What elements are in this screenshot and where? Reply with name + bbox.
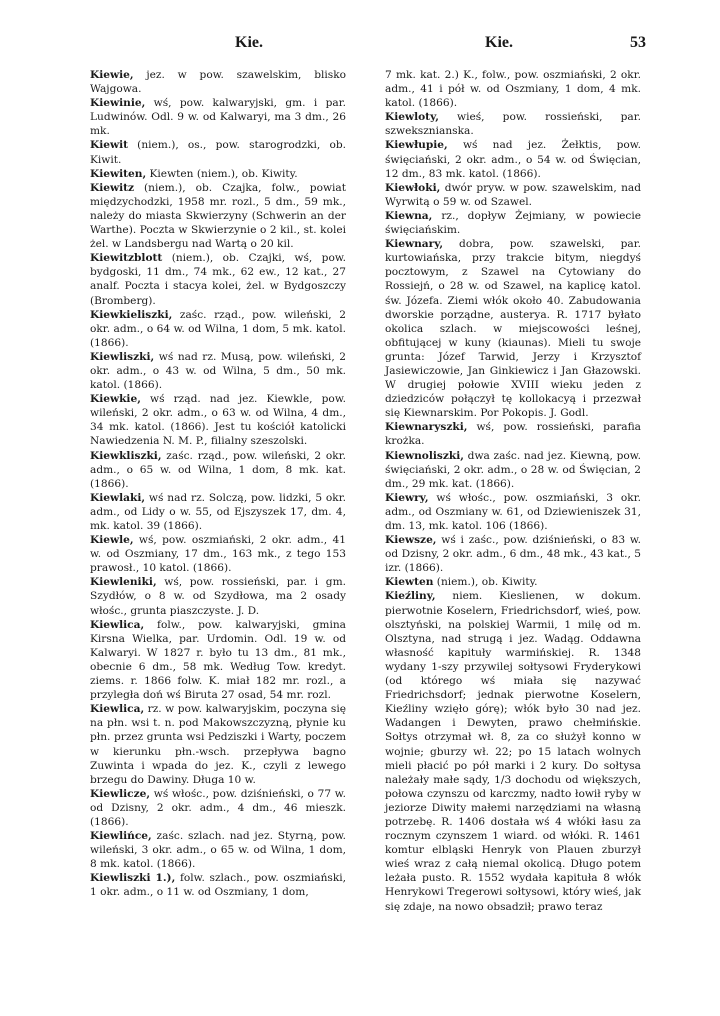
dictionary-entry <box>90 533 346 575</box>
entry-headword: Kiewitz <box>90 181 135 194</box>
entry-text: wieś, pow. rossieński, par. szweksznianska. <box>385 111 641 138</box>
entry-headword: Kiewleniki, <box>90 576 157 589</box>
entry-text: wś, pow. oszmiański, 2 okr. adm., 41 w. od Oszmiany, 17 dm., 163 mk., z tego 153 prawosł., 10 katol. (1866). <box>90 534 346 575</box>
entry-headword: Kiewlińce, <box>90 830 152 843</box>
entry-text: wś nad jez. Żełktis, pow. święciański, 2 okr. adm., o 54 w. od Święcian, 12 dm., 83 mk. katol. (1866). <box>385 139 641 180</box>
right-column <box>385 68 641 914</box>
entry-text: wś i zaśc., pow. dziśnieński, o 83 w. od Dzisny, 2 okr. adm., 6 dm., 48 mk., 43 kat., 5 izr. (1866). <box>385 534 641 575</box>
entry-headword: Kiewitzblott <box>90 252 163 265</box>
entry-headword: Kiewlicze, <box>90 787 151 800</box>
entry-text: (niem.), ob. Czajki, wś, pow. bydgoski, 11 dm., 74 mk., 62 ew., 12 kat., 27 analf. Poczta i stacya kolei, żel. w Bydgoszczy (Bromberg). <box>90 252 346 307</box>
dictionary-entry <box>385 237 641 420</box>
dictionary-entry <box>90 138 346 166</box>
dictionary-entry <box>385 420 641 448</box>
entry-text: dwa zaśc. nad jez. Kiewną, pow. święciański, 2 okr. adm., o 28 w. od Święcian, 2 dm., 29 mk. kat. (1866). <box>385 449 641 490</box>
entry-text: wś, pow. rossieński, par. i gm. Szydłów, o 8 w. od Szydłowa, ma 2 osady włośc., grunta piaszczyste. J. D. <box>90 576 346 617</box>
entry-headword: Kiewloty, <box>385 111 439 124</box>
entry-text: rz., dopływ Żejmiany, w powiecie święciańskim. <box>385 209 641 237</box>
dictionary-entry <box>90 871 346 899</box>
entry-text: wś, pow. kalwaryjski, gm. i par. Ludwinów. Odl. 9 w. od Kalwaryi, ma 3 dm., 26 mk. <box>90 97 346 138</box>
entry-text: niem. Kieslienen, w dokum. pierwotnie Koselern, Friedrichsdorf, wieś, pow. olsztyński, na polskiej Warmii, 1 milę od m. Olsztyna, nad strugą i jez. Wadąg. Oddawna własność kapituły warmińskiej. R. 1348 wydany 1-szy przywilej sołtysowi Fryderykowi (od którego wś miała się nazywać Friedrichsdorf; jednak pierwotne Koselern, Kieźliny wzięło górę); włók było 30 nad jez. Wadangen i Dewyten, prawo chełmińskie. Sołtys otrzymał wł. 8, za co służył konno w wojnie; gburzy wł. 22; po 15 latach wolnych mieli płacić po pół marki i 2 kury. Do sołtysa należały małe sądy, 1/3 dochodu od większych, połowa czynszu od karczmy, nadto łowił ryby w jeziorze Diwity małemi narzędziami na własną potrzebę. R. 1406 dostała wś 4 włóki łasu za rocznym czynszem 1 wiard. od włóki. R. 1461 komtur elbląski Henryk von Plauen zburzył wieś wraz z całą niemal okolicą. Długo potem leżała pusto. R. 1552 wydała kapituła 8 włók Henrykowi Tregerowi sołtysowi, który wieś, jak się zdaje, na nowo obsadził; prawo teraz <box>385 590 641 913</box>
entry-headword: Kiewlica, <box>90 703 145 716</box>
dictionary-entry <box>90 68 346 96</box>
entry-text: zaśc. szlach. nad jez. Styrną, pow. wileński, 3 okr. adm., o 65 w. od Wilna, 1 dom, 8 mk. katol. (1866). <box>90 830 346 871</box>
dictionary-entry <box>90 167 346 181</box>
entry-headword: Kiewnaryszki, <box>385 421 468 434</box>
dictionary-entry <box>385 181 641 209</box>
entry-text: folw. szlach., pow. oszmiański, 1 okr. adm., o 11 w. od Oszmiany, 1 dom, <box>90 872 347 899</box>
dictionary-entry <box>385 575 641 589</box>
page-number: 53 <box>630 34 646 51</box>
dictionary-entry <box>90 449 346 491</box>
entry-headword: Kiewie, <box>90 69 134 81</box>
dictionary-entry <box>90 829 346 871</box>
dictionary-entry <box>90 702 346 787</box>
entry-headword: Kiewliszki 1.), <box>90 872 176 885</box>
dictionary-entry <box>90 96 346 138</box>
entry-text: (niem.), ob. Kiwity. <box>433 576 538 589</box>
entry-text: wś włośc., pow. oszmiański, 3 okr. adm., od Oszmiany w. 61, od Dziewieniszek 31, dm. 13, mk. katol. 106 (1866). <box>385 491 641 532</box>
dictionary-entry <box>90 181 346 251</box>
entry-text: Kiewten (niem.), ob. Kiwity. <box>146 167 298 180</box>
dictionary-entry <box>90 350 346 392</box>
entry-headword: Kiewit <box>90 139 129 152</box>
dictionary-entry <box>90 787 346 829</box>
entry-text: zaśc. rząd., pow. wileński, 2 okr. adm., o 65 w. od Wilna, 1 dom, 8 mk. kat. (1866). <box>90 449 346 490</box>
dictionary-entry <box>90 251 346 307</box>
entry-headword: Kiewiten, <box>90 167 147 180</box>
entry-headword: Kiewłupie, <box>385 139 448 152</box>
dictionary-entry <box>385 138 641 180</box>
entry-headword: Kiewsze, <box>385 534 437 547</box>
entry-headword: Kiewłoki, <box>385 181 441 194</box>
entry-text: wś rząd. nad jez. Kiewkle, pow. wileński, 2 okr. adm., o 63 w. od Wilna, 4 dm., 34 mk. katol. (1866). Jest tu kościół katolicki Nawiedzenia N. M. P., filialny szeszolski. <box>90 393 346 448</box>
dictionary-entry <box>90 491 346 533</box>
entry-headword: Kiewten <box>385 576 434 589</box>
dictionary-entry <box>385 589 641 913</box>
entry-headword: Kiewkliszki, <box>90 449 162 462</box>
dictionary-entry <box>385 491 641 533</box>
entry-headword: Kiewliszki, <box>90 350 155 363</box>
entry-headword: Kieźliny, <box>385 590 436 603</box>
entry-headword: Kiewlaki, <box>90 491 146 504</box>
entry-text: (niem.), ob. Czajka, folw., powiat międzychodzki, 1958 mr. rozl., 5 dm., 59 mk., należy do miasta Skwierzyny (Schwerin an der Warthe). Poczta w Skwierzynie o 2 kil., st. kolei żel. w Landsbergu nad Wartą o 20 kil. <box>90 181 346 251</box>
dictionary-entry <box>90 575 346 617</box>
dictionary-entry <box>385 209 641 237</box>
dictionary-entry <box>385 533 641 575</box>
entry-text: dwór pryw. w pow. szawelskim, nad Wyrwitą o 59 w. od Szawel. <box>385 181 641 208</box>
entry-headword: Kiewnoliszki, <box>385 449 464 462</box>
entry-text: wś nad rz. Musą, pow. wileński, 2 okr. adm., o 43 w. od Wilna, 5 dm., 50 mk. katol. (1866). <box>90 350 346 392</box>
entry-text: wś włośc., pow. dziśnieński, o 77 w. od Dzisny, 2 okr. adm., 4 dm., 46 mieszk. (1866). <box>90 787 346 828</box>
dictionary-entry <box>385 449 641 491</box>
header-left-word: Kie. <box>235 34 263 51</box>
dictionary-entry <box>90 308 346 350</box>
entry-text: dobra, pow. szawelski, par. kurtowiańska, przy trakcie bitym, niegdyś pocztowym, z Szawel na Cytowiany do Rossiejń, o 28 w. od Szawel, na kaplicę katol. św. Józefa. Ziemi włók około 40. Zabudowania dworskie porządne, austerya. R. 1717 byłato okolica szlach. w miejscowości leśnej, obfitującej w kuny (kiaunas). Mieli tu swoje grunta: Józef Tarwid, Jerzy i Krzysztof Jasiewiczowie, Jan Ginkiewicz i Jan Głazowski. W drugiej połowie XVIII wieku jeden z dziedziców połączył tę kollokacyą i przezwał się Kiewnarskim. Por Pokopis. J. Godl. <box>385 238 641 420</box>
dictionary-entry <box>385 68 641 110</box>
entry-text: rz. w pow. kalwaryjskim, poczyna się na płn. wsi t. n. pod Makowszczyzną, płynie ku płn. przez grunta wsi Pedziszki i Warty, poczem w kierunku płn.-wsch. przepływa bagno Zuwinta i wpada do jez. K., czyli z lewego brzegu do Dawiny. Długa 10 w. <box>90 703 346 786</box>
entry-headword: Kiewinie, <box>90 97 146 110</box>
entry-text: jez. w pow. szawelskim, blisko Wajgowa. <box>90 69 346 96</box>
entry-headword: Kiewry, <box>385 491 429 504</box>
entry-text: (niem.), os., pow. starogrodzki, ob. Kiwit. <box>90 139 346 166</box>
entry-text: folw., pow. kalwaryjski, gmina Kirsna Wielka, par. Urdomin. Odl. 19 w. od Kalwaryi. W 1827 r. było tu 13 dm., 81 mk., obecnie 6 dm., 58 mk. Według Tow. kredyt. ziems. r. 1866 folw. K. miał 182 mr. rozl., a przyległa doń wś Biruta 27 osad, 54 mr. rozl. <box>90 618 346 702</box>
left-column <box>90 68 346 900</box>
dictionary-entry <box>90 392 346 448</box>
header-right-word: Kie. <box>485 34 513 51</box>
entry-headword: Kiewlica, <box>90 618 145 631</box>
entry-headword: Kiewnary, <box>385 238 444 251</box>
entry-text: zaśc. rząd., pow. wileński, 2 okr. adm., o 64 w. od Wilna, 1 dom, 5 mk. katol. (1866). <box>90 308 346 349</box>
entry-text: wś nad rz. Solczą, pow. lidzki, 5 okr. adm., od Lidy o w. 55, od Ejszyszek 17, dm. 4, mk. katol. 39 (1866). <box>90 491 346 532</box>
entry-text: wś, pow. rossieński, parafia krożka. <box>385 421 641 448</box>
dictionary-entry <box>90 618 346 703</box>
page-header <box>80 34 646 58</box>
dictionary-entry <box>385 110 641 138</box>
entry-headword: Kiewna, <box>385 209 433 222</box>
entry-headword: Kiewle, <box>90 534 134 547</box>
entry-headword: Kiewkieliszki, <box>90 308 173 321</box>
entry-headword: Kiewkie, <box>90 393 141 406</box>
entry-text: 7 mk. kat. 2.) K., folw., pow. oszmiański, 2 okr. adm., 41 i pół w. od Oszmiany, 1 dom, 4 mk. katol. (1866). <box>385 69 641 110</box>
